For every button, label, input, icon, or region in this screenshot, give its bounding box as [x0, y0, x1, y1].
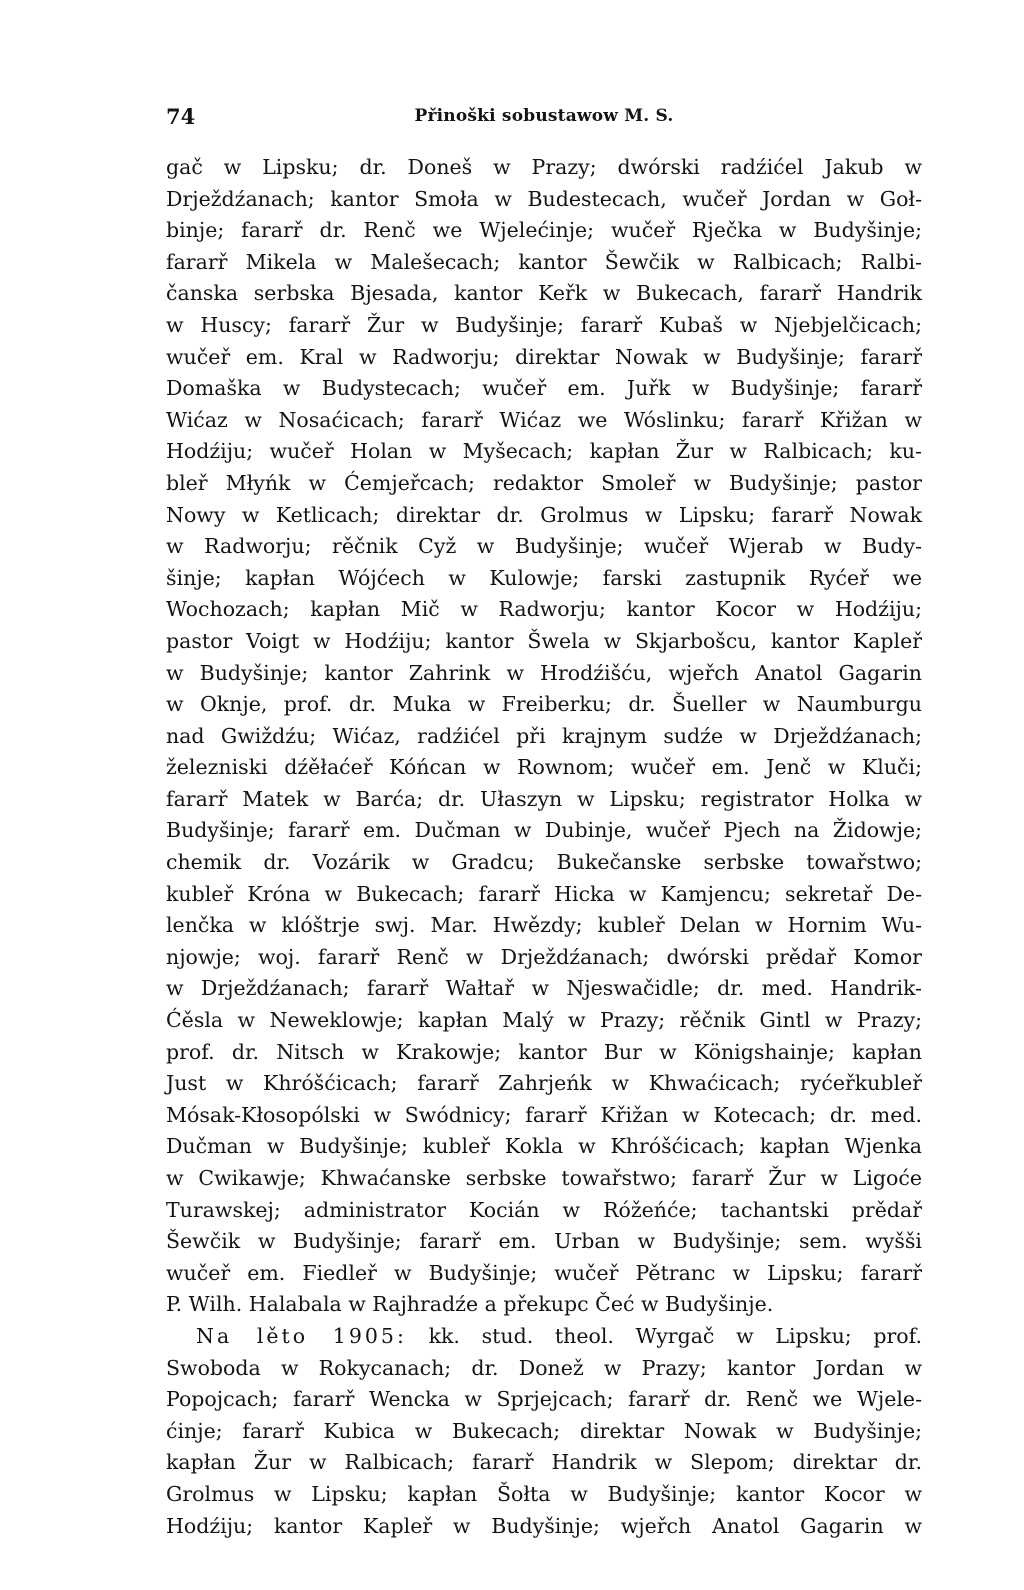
- text-line: wučeř em. Fiedleř w Budyšinje; wučeř Pětranc w Lipsku; fararř: [166, 1260, 922, 1285]
- page-number: 74: [166, 104, 196, 129]
- text-line: Just w Khróšćicach; fararř Zahrjeńk w Khwaćicach; ryćeřkubleř: [166, 1071, 922, 1096]
- text-line: nad Gwiždźu; Wićaz, radźićel při krajnym sudźe w Drježdźanach;: [166, 723, 922, 748]
- text-line: binje; fararř dr. Renč we Wjelećinje; wučeř Rječka w Budyšinje;: [166, 218, 922, 243]
- body-text: [166, 152, 922, 1542]
- running-title: Přinoški sobustawow M. S.: [414, 106, 674, 126]
- text-line: Nowy w Ketlicach; direktar dr. Grolmus w Lipsku; fararř Nowak: [166, 502, 922, 527]
- text-line: Dučman w Budyšinje; kubleř Kokla w Khróšćicach; kapłan Wjenka: [166, 1134, 922, 1159]
- text-line: w Drježdźanach; fararř Wałtař w Njeswačidle; dr. med. Handrik-: [166, 976, 922, 1001]
- text-line: lenčka w klóštrje swj. Mar. Hwězdy; kubleř Delan w Hornim Wu-: [166, 913, 922, 938]
- text-line: Hodźiju; kantor Kapleř w Budyšinje; wjeřch Anatol Gagarin w: [166, 1513, 922, 1538]
- text-line: čanska serbska Bjesada, kantor Keřk w Bukecach, fararř Handrik: [166, 281, 922, 306]
- text-line: w Radworju; rěčnik Cyž w Budyšinje; wučeř Wjerab w Budy-: [166, 534, 922, 559]
- text-line: w Oknje, prof. dr. Muka w Freiberku; dr. Šueller w Naumburgu: [166, 692, 922, 717]
- page-header: [166, 104, 922, 134]
- text-line: Ćěsla w Neweklowje; kapłan Malý w Prazy; rěčnik Gintl w Prazy;: [166, 1008, 922, 1033]
- text-line: P. Wilh. Halabala w Rajhradźe a překupc Čeć w Budyšinje.: [166, 1292, 774, 1317]
- text-line: fararř Matek w Barća; dr. Ułaszyn w Lipsku; registrator Holka w: [166, 786, 922, 811]
- text-line: bleř Młyńk w Ćemjeřcach; redaktor Smoleř w Budyšinje; pastor: [166, 470, 922, 495]
- text-line: ćinje; fararř Kubica w Bukecach; direktar Nowak w Budyšinje;: [166, 1418, 922, 1443]
- text-line: Wochozach; kapłan Mič w Radworju; kantor Kocor w Hodźiju;: [166, 597, 922, 622]
- text-line: Grolmus w Lipsku; kapłan Šołta w Budyšinje; kantor Kocor w: [166, 1481, 922, 1506]
- text-line: w Cwikawje; Khwaćanske serbske towařstwo; fararř Žur w Ligoće: [166, 1166, 922, 1190]
- text-line: gač w Lipsku; dr. Doneš w Prazy; dwórski radźićel Jakub w: [166, 155, 922, 179]
- text-line: chemik dr. Vozárik w Gradcu; Bukečanske serbske towařstwo;: [166, 850, 922, 875]
- text-line: kapłan Žur w Ralbicach; fararř Handrik w Slepom; direktar dr.: [166, 1450, 922, 1475]
- text-line: Wićaz w Nosaćicach; fararř Wićaz we Wóslinku; fararř Křižan w: [166, 407, 922, 432]
- text-line: šinje; kapłan Wójćech w Kulowje; farski zastupnik Ryćeř we: [166, 565, 922, 590]
- text-line: Hodźiju; wučeř Holan w Myšecach; kapłan Žur w Ralbicach; ku-: [166, 439, 922, 464]
- text-line: Domaška w Budystecach; wučeř em. Juřk w Budyšinje; fararř: [166, 376, 922, 401]
- text-line: Turawskej; administrator Kocián w Róžeńće; tachantski prědař: [166, 1197, 922, 1222]
- text-line: Šewčik w Budyšinje; fararř em. Urban w Budyšinje; sem. wyšši: [166, 1229, 922, 1254]
- text-line: w Budyšinje; kantor Zahrink w Hrodźišću, wjeřch Anatol Gagarin: [166, 660, 922, 685]
- text-line: kubleř Króna w Bukecach; fararř Hicka w Kamjencu; sekretař De-: [166, 881, 922, 906]
- paragraph-year-1905: [166, 1321, 922, 1542]
- text-line: wučeř em. Kral w Radworju; direktar Nowak w Budyšinje; fararř: [166, 344, 922, 369]
- text-line-rest: kk. stud. theol. Wyrgač w Lipsku; prof.: [406, 1323, 923, 1348]
- text-line: pastor Voigt w Hodźiju; kantor Šwela w Skjarbošcu, kantor Kapleř: [166, 628, 922, 653]
- text-line: Swoboda w Rokycanach; dr. Donež w Prazy; kantor Jordan w: [166, 1355, 922, 1380]
- text-line: prof. dr. Nitsch w Krakowje; kantor Bur w Königshainje; kapłan: [166, 1039, 922, 1064]
- text-line: w Huscy; fararř Žur w Budyšinje; fararř Kubaš w Njebjelčicach;: [166, 312, 922, 337]
- text-line: fararř Mikela w Malešecach; kantor Šewčik w Ralbicach; Ralbi-: [166, 249, 922, 274]
- text-line: železniski dźěłaćeř Kóńcan w Rownom; wučeř em. Jenč w Kluči;: [166, 755, 922, 780]
- text-line: Mósak-Kłosopólski w Swódnicy; fararř Křižan w Kotecach; dr. med.: [166, 1102, 922, 1127]
- text-line: njowje; woj. fararř Renč w Drježdźanach; dwórski prědař Komor: [166, 944, 922, 969]
- text-line: Popojcach; fararř Wencka w Sprjejcach; fararř dr. Renč we Wjele-: [166, 1387, 922, 1412]
- text-line: Budyšinje; fararř em. Dučman w Dubinje, wučeř Pjech na Židowje;: [166, 818, 922, 843]
- year-lead: Na lěto 1905:: [196, 1323, 407, 1348]
- text-line: Drježdźanach; kantor Smoła w Budestecach, wučeř Jordan w Goł-: [166, 186, 922, 211]
- text-line: [166, 1321, 922, 1353]
- paragraph-members-list: [166, 152, 922, 1321]
